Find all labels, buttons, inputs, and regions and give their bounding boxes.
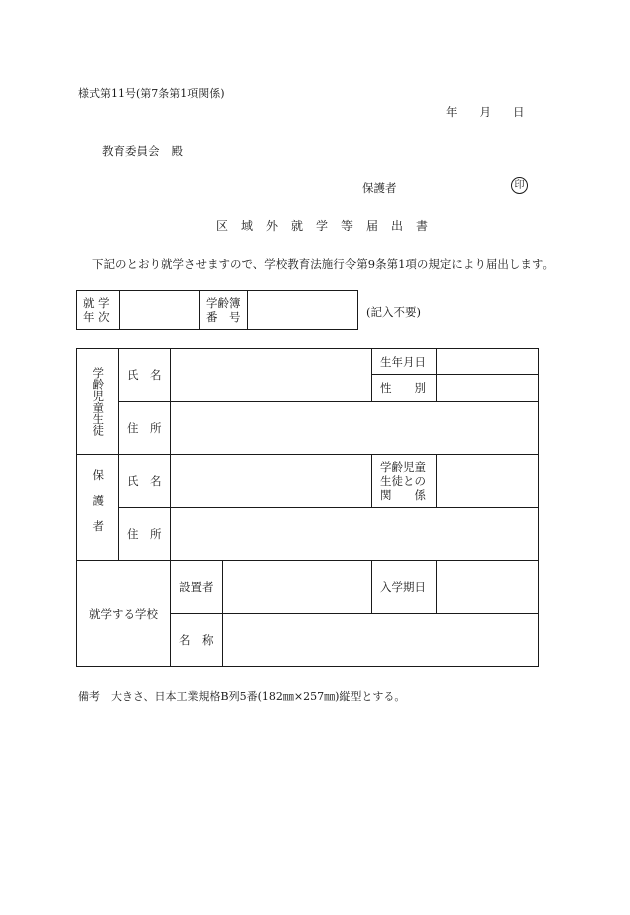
remarks: 備考 大きさ、日本工業規格B列5番(182㎜×257㎜)縦型とする。 <box>78 690 406 703</box>
student-section-header: 学齢児童生徒 <box>77 349 119 455</box>
date-month-label: 月 <box>479 105 491 119</box>
guardian-address-label: 住 所 <box>119 508 171 561</box>
main-form-table <box>76 348 539 667</box>
not-required-note: (記入不要) <box>366 305 421 319</box>
relation-label-line1: 学齢児童 <box>380 460 426 474</box>
body-text: 下記のとおり就学させますので、学校教育法施行令第9条第1項の規定により届出します。 <box>92 257 554 271</box>
gender-label: 性 別 <box>372 375 437 402</box>
birthdate-label: 生年月日 <box>372 349 437 375</box>
relation-field[interactable] <box>437 455 539 508</box>
student-address-field[interactable] <box>171 402 539 455</box>
grade-label-line2: 年 次 <box>83 310 110 324</box>
grade-label-cell <box>77 291 120 330</box>
addressee <box>102 143 195 159</box>
register-label-line2: 番 号 <box>206 310 241 324</box>
grade-register-table <box>76 290 358 330</box>
grade-label-line1: 就 学 <box>83 296 110 310</box>
addressee-board: 教育委員会 <box>102 144 160 158</box>
guardian-section-header: 保護者 <box>77 455 119 561</box>
addressee-honorific: 殿 <box>171 144 183 158</box>
guardian-address-field[interactable] <box>171 508 539 561</box>
relation-label-line2: 生徒との <box>380 474 426 488</box>
grade-value-cell[interactable] <box>120 291 200 330</box>
date-line <box>446 104 547 120</box>
student-name-label: 氏 名 <box>119 349 171 402</box>
admission-date-field[interactable] <box>437 561 539 614</box>
founder-field[interactable] <box>223 561 372 614</box>
register-label-cell <box>200 291 248 330</box>
relation-label-line3: 関 係 <box>380 488 426 502</box>
student-name-field[interactable] <box>171 349 372 402</box>
founder-label: 設置者 <box>171 561 223 614</box>
register-value-cell[interactable] <box>248 291 358 330</box>
school-section-header: 就学する学校 <box>77 561 171 667</box>
register-label-line1: 学齢簿 <box>206 296 241 310</box>
date-year-label: 年 <box>446 105 458 119</box>
student-address-label: 住 所 <box>119 402 171 455</box>
admission-date-label: 入学期日 <box>372 561 437 614</box>
school-name-label: 名 称 <box>171 614 223 667</box>
guardian-name-field[interactable] <box>171 455 372 508</box>
document-title: 区域外就学等届出書 <box>216 219 442 233</box>
seal-icon: 印 <box>511 177 528 194</box>
birthdate-field[interactable] <box>437 349 539 375</box>
date-day-label: 日 <box>513 105 525 119</box>
guardian-signature-label: 保護者 <box>362 181 397 195</box>
form-number: 様式第11号(第7条第1項関係) <box>78 87 225 100</box>
guardian-name-label: 氏 名 <box>119 455 171 508</box>
school-name-field[interactable] <box>223 614 539 667</box>
gender-field[interactable] <box>437 375 539 402</box>
relation-label <box>372 455 437 508</box>
